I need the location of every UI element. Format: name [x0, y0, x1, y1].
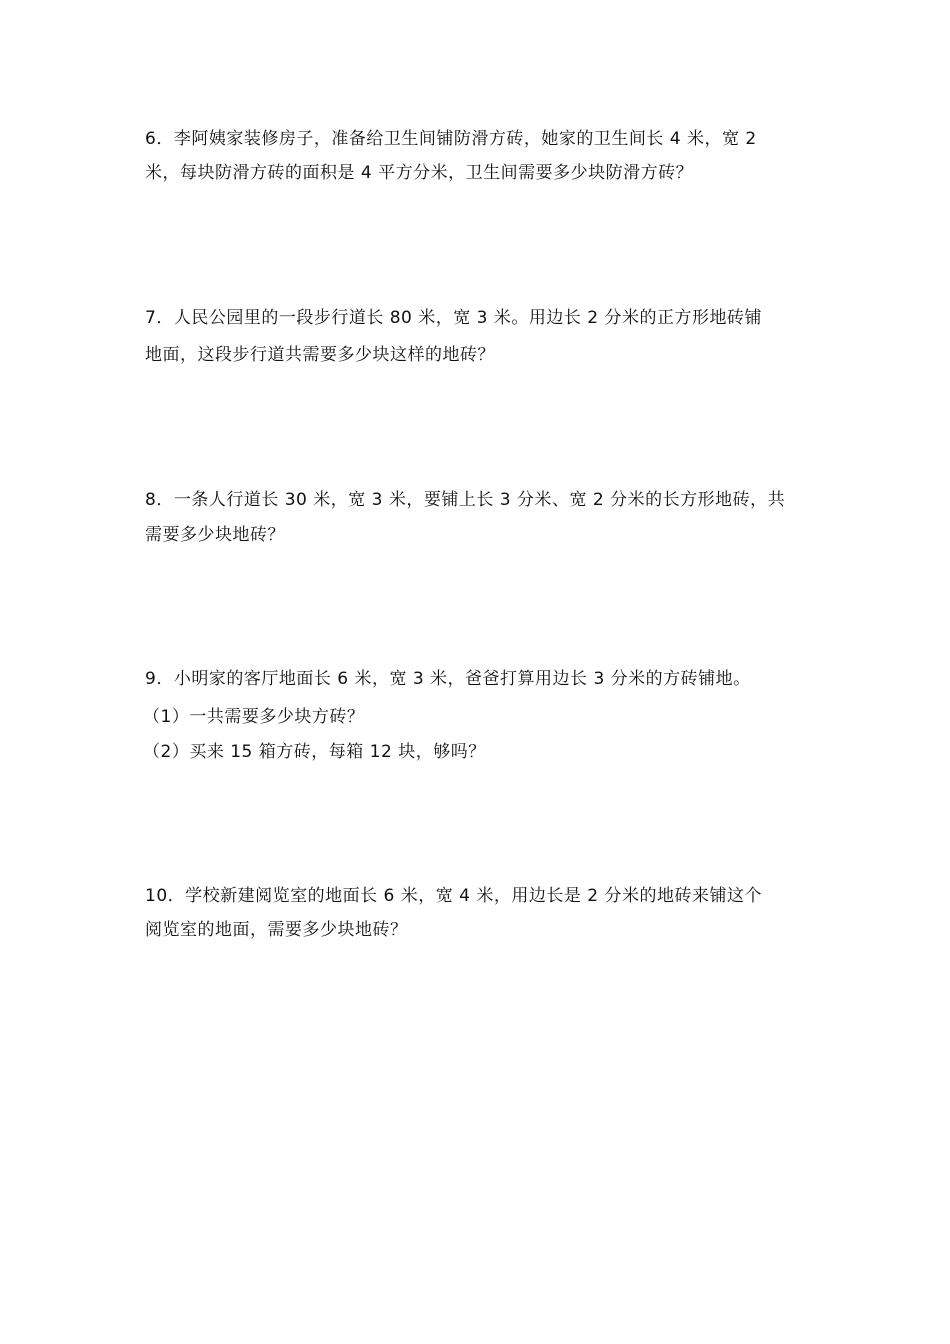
question-10-line-2: 阅览室的地面，需要多少块地砖？ [145, 920, 408, 940]
question-7-line-2: 地面，这段步行道共需要多少块这样的地砖？ [145, 345, 495, 365]
question-9-subquestion-1: （1）一共需要多少块方砖？ [143, 707, 365, 727]
question-7-line-1: 7．人民公园里的一段步行道长 80 米，宽 3 米。用边长 2 分米的正方形地砖铺 [145, 308, 763, 328]
question-6-line-2: 米，每块防滑方砖的面积是 4 平方分米，卫生间需要多少块防滑方砖？ [145, 163, 694, 183]
question-6-line-1: 6．李阿姨家装修房子，准备给卫生间铺防滑方砖，她家的卫生间长 4 米，宽 2 [145, 129, 757, 149]
question-9-subquestion-2: （2）买来 15 箱方砖，每箱 12 块，够吗？ [143, 742, 486, 762]
question-9-line-1: 9．小明家的客厅地面长 6 米，宽 3 米，爸爸打算用边长 3 分米的方砖铺地。 [145, 669, 751, 689]
question-8-line-1: 8．一条人行道长 30 米，宽 3 米，要铺上长 3 分米、宽 2 分米的长方形地砖，共 [145, 490, 786, 510]
question-8-line-2: 需要多少块地砖？ [145, 525, 285, 545]
question-10-line-1: 10．学校新建阅览室的地面长 6 米，宽 4 米，用边长是 2 分米的地砖来铺这个 [145, 886, 763, 906]
